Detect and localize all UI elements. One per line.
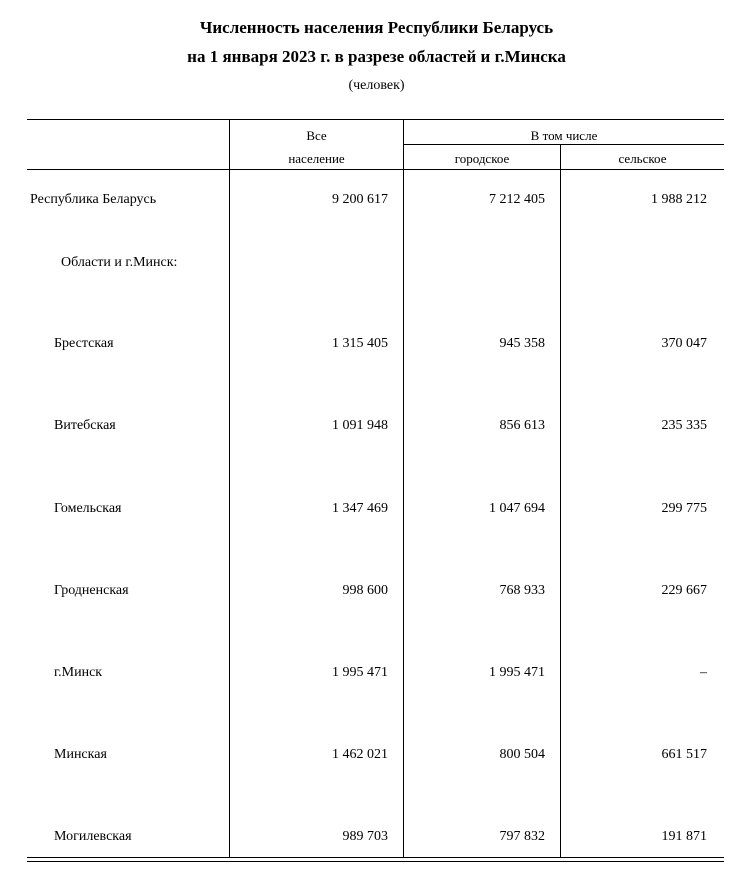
table-top-rule [27, 119, 724, 120]
header-subrule [404, 144, 724, 145]
row-total: 1 995 471 [332, 665, 388, 680]
section-label: Области и г.Минск: [61, 255, 178, 270]
row-rural: 191 871 [661, 829, 707, 844]
row-name: Витебская [54, 418, 116, 433]
row-urban: 945 358 [499, 336, 545, 351]
row-name: Гомельская [54, 501, 122, 516]
row-name: г.Минск [54, 665, 103, 680]
row-rural: 1 988 212 [651, 192, 707, 207]
row-rural: 299 775 [661, 501, 707, 516]
row-name: Гродненская [54, 583, 129, 598]
row-urban: 1 995 471 [489, 665, 545, 680]
header-rural: сельское [618, 151, 667, 166]
row-urban: 797 832 [499, 829, 545, 844]
page-title-line-1: Численность населения Республики Беларусь [199, 18, 554, 37]
row-urban: 856 613 [499, 418, 545, 433]
table-bottom-rule-1 [27, 857, 724, 858]
row-name: Республика Беларусь [30, 192, 157, 207]
row-total: 998 600 [342, 583, 388, 598]
row-urban: 1 047 694 [489, 501, 545, 516]
row-name: Брестская [54, 336, 114, 351]
page-title-line-2: на 1 января 2023 г. в разрезе областей и г.Минска [187, 47, 566, 66]
row-rural: 235 335 [661, 418, 707, 433]
header-total-line-2: население [288, 151, 345, 166]
unit-caption: (человек) [348, 78, 405, 93]
header-bottom-rule [27, 169, 724, 170]
row-name: Минская [54, 747, 107, 762]
row-total: 1 347 469 [332, 501, 388, 516]
row-urban: 800 504 [499, 747, 545, 762]
row-urban: 7 212 405 [489, 192, 545, 207]
row-rural: – [700, 665, 707, 680]
row-total: 1 091 948 [332, 418, 388, 433]
header-group: В том числе [530, 128, 598, 143]
row-total: 989 703 [342, 829, 388, 844]
row-rural: 229 667 [661, 583, 707, 598]
row-total: 9 200 617 [332, 192, 388, 207]
row-total: 1 315 405 [332, 336, 388, 351]
row-total: 1 462 021 [332, 747, 388, 762]
header-total-line-1: Все [306, 128, 327, 143]
row-rural: 370 047 [661, 336, 707, 351]
row-urban: 768 933 [499, 583, 545, 598]
row-rural: 661 517 [661, 747, 707, 762]
row-name: Могилевская [54, 829, 132, 844]
header-urban: городское [454, 151, 510, 166]
table-bottom-rule-2 [27, 861, 724, 862]
